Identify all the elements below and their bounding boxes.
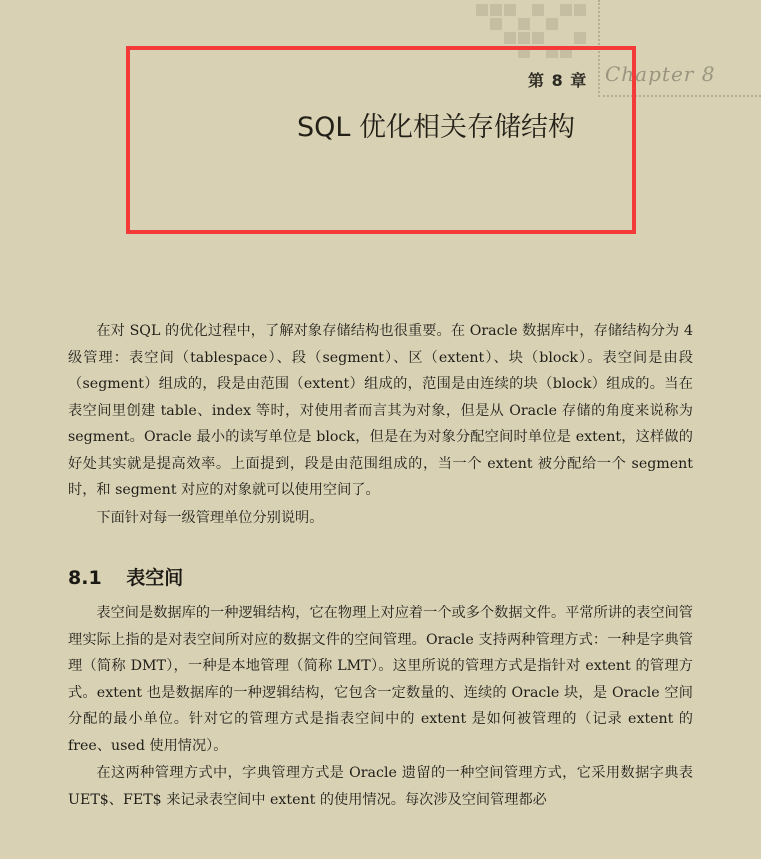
intro-paragraph: 在对 SQL 的优化过程中，了解对象存储结构也很重要。在 Oracle 数据库中，存储结构分为 4 级管理：表空间（tablespace）、段（segment）、区（extent）、块（block）。表空间是由段（segment）组成的，段是由范围（extent）组成的，范围是由连续的块（block）组成的。当在表空间里创建 table、index 等时，对使用者而言其为对象，但是从 Oracle 存储的角度来说称为 segment。Oracle 最小的读写单位是 block，但是在为对象分配空间时单位是 extent，这样做的好处其实就是提高效率。上面提到，段是由范围组成的，当一个 extent 被分配给一个 segment 时，和 segment 对应的对象就可以使用空间了。 (68, 323, 693, 498)
chapter-label: 第 8 章 (528, 71, 588, 90)
chapter-script-label: Chapter 8 (605, 62, 716, 86)
highlight-box (126, 46, 636, 234)
section-paragraph: 表空间是数据库的一种逻辑结构，它在物理上对应着一个或多个数据文件。平常所讲的表空间管理实际上指的是对表空间所对应的数据文件的空间管理。Oracle 支持两种管理方式：一种是字典管理（简称 DMT），一种是本地管理（简称 LMT）。这里所说的管理方式是指针对 extent 的管理方式。extent 也是数据库的一种逻辑结构，它包含一定数量的、连续的 Oracle 块，是 Oracle 空间分配的最小单位。针对它的管理方式是指表空间中的 extent 是如何被管理的（记录 extent 的 free、used 使用情况）。 (68, 605, 693, 754)
section-paragraph-2: 在这两种管理方式中，字典管理方式是 Oracle 遗留的一种空间管理方式，它采用数据字典表 UET$、FET$ 来记录表空间中 extent 的使用情况。每次涉及空间管理都必 (68, 765, 693, 808)
section-heading (68, 563, 183, 590)
section-number: 8.1 (68, 567, 102, 589)
intro-paragraph-2: 下面针对每一级管理单位分别说明。 (96, 510, 324, 526)
section-title: 表空间 (126, 567, 184, 589)
chapter-title: SQL 优化相关存储结构 (297, 112, 576, 143)
